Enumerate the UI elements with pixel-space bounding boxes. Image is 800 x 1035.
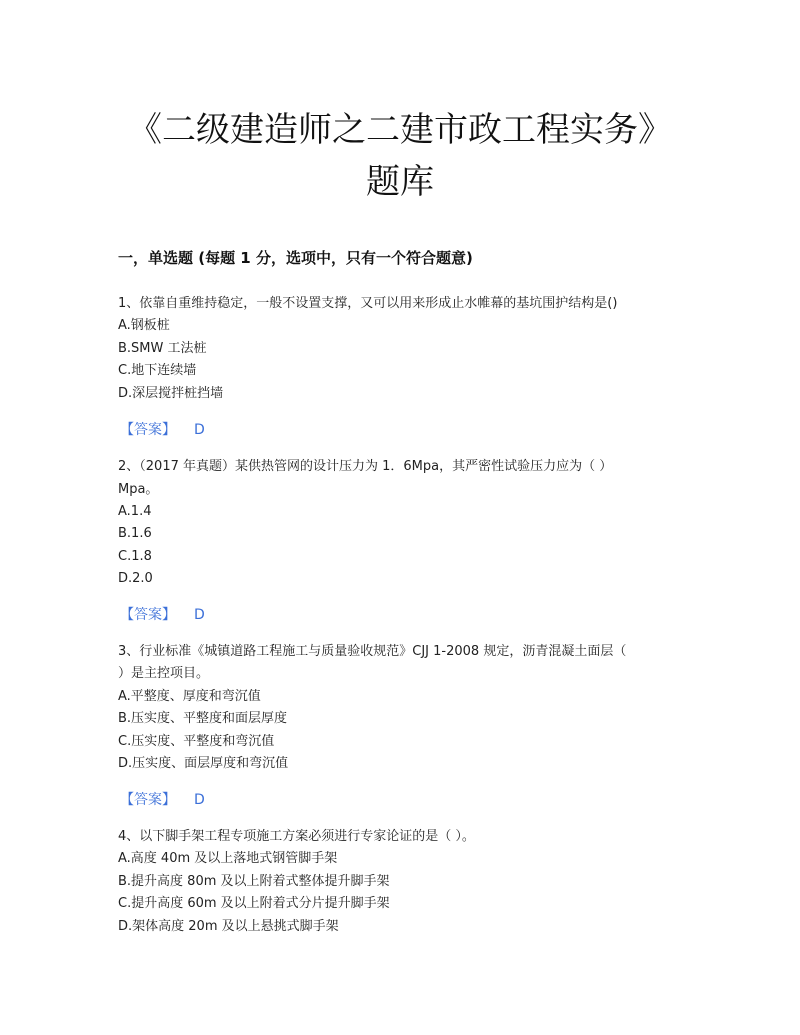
question-4-option-a: A.高度 40m 及以上落地式钢管脚手架	[118, 851, 338, 866]
question-3-answer	[120, 790, 205, 810]
answer-label: 【答案】	[120, 792, 176, 808]
question-1-option-d: D.深层搅拌桩挡墙	[118, 386, 224, 401]
question-1-option-c: C.地下连续墙	[118, 363, 197, 378]
document-subtitle: 题库	[366, 162, 434, 202]
question-2-option-a: A.1.4	[118, 504, 152, 519]
question-2-option-b: B.1.6	[118, 526, 152, 541]
answer-label: 【答案】	[120, 422, 176, 438]
question-1-option-b: B.SMW 工法桩	[118, 341, 207, 356]
question-3-option-a: A.平整度、厚度和弯沉值	[118, 689, 261, 704]
question-3-option-c: C.压实度、平整度和弯沉值	[118, 734, 275, 749]
question-3-stem-line-1: 3、行业标准《城镇道路工程施工与质量验收规范》CJJ 1-2008 规定，沥青混凝土面层（	[118, 644, 627, 659]
answer-value: D	[194, 792, 205, 808]
answer-value: D	[194, 422, 205, 438]
question-3-stem-line-2: ）是主控项目。	[118, 666, 210, 681]
question-2-option-d: D.2.0	[118, 571, 153, 586]
question-2-option-c: C.1.8	[118, 549, 152, 564]
question-1-stem: 1、依靠自重维持稳定，一般不设置支撑，又可以用来形成止水帷幕的基坑围护结构是()	[118, 296, 618, 311]
question-2-answer	[120, 605, 205, 625]
document-title: 《二级建造师之二建市政工程实务》	[128, 110, 672, 150]
question-2-stem-line-1: 2、（2017 年真题）某供热管网的设计压力为 1．6Mpa，其严密性试验压力应为（ ）	[118, 459, 613, 474]
question-4-option-b: B.提升高度 80m 及以上附着式整体提升脚手架	[118, 874, 390, 889]
question-4-stem: 4、以下脚手架工程专项施工方案必须进行专家论证的是（ ）。	[118, 829, 475, 844]
question-4-option-d: D.架体高度 20m 及以上悬挑式脚手架	[118, 919, 339, 934]
question-1-option-a: A.钢板桩	[118, 318, 170, 333]
question-2-stem-line-2: Mpa。	[118, 482, 159, 497]
question-4-option-c: C.提升高度 60m 及以上附着式分片提升脚手架	[118, 896, 390, 911]
answer-value: D	[194, 607, 205, 623]
question-1-answer	[120, 420, 205, 440]
answer-label: 【答案】	[120, 607, 176, 623]
question-3-option-b: B.压实度、平整度和面层厚度	[118, 711, 288, 726]
question-3-option-d: D.压实度、面层厚度和弯沉值	[118, 756, 289, 771]
section-heading: 一，单选题 (每题 1 分，选项中，只有一个符合题意)	[118, 249, 473, 267]
